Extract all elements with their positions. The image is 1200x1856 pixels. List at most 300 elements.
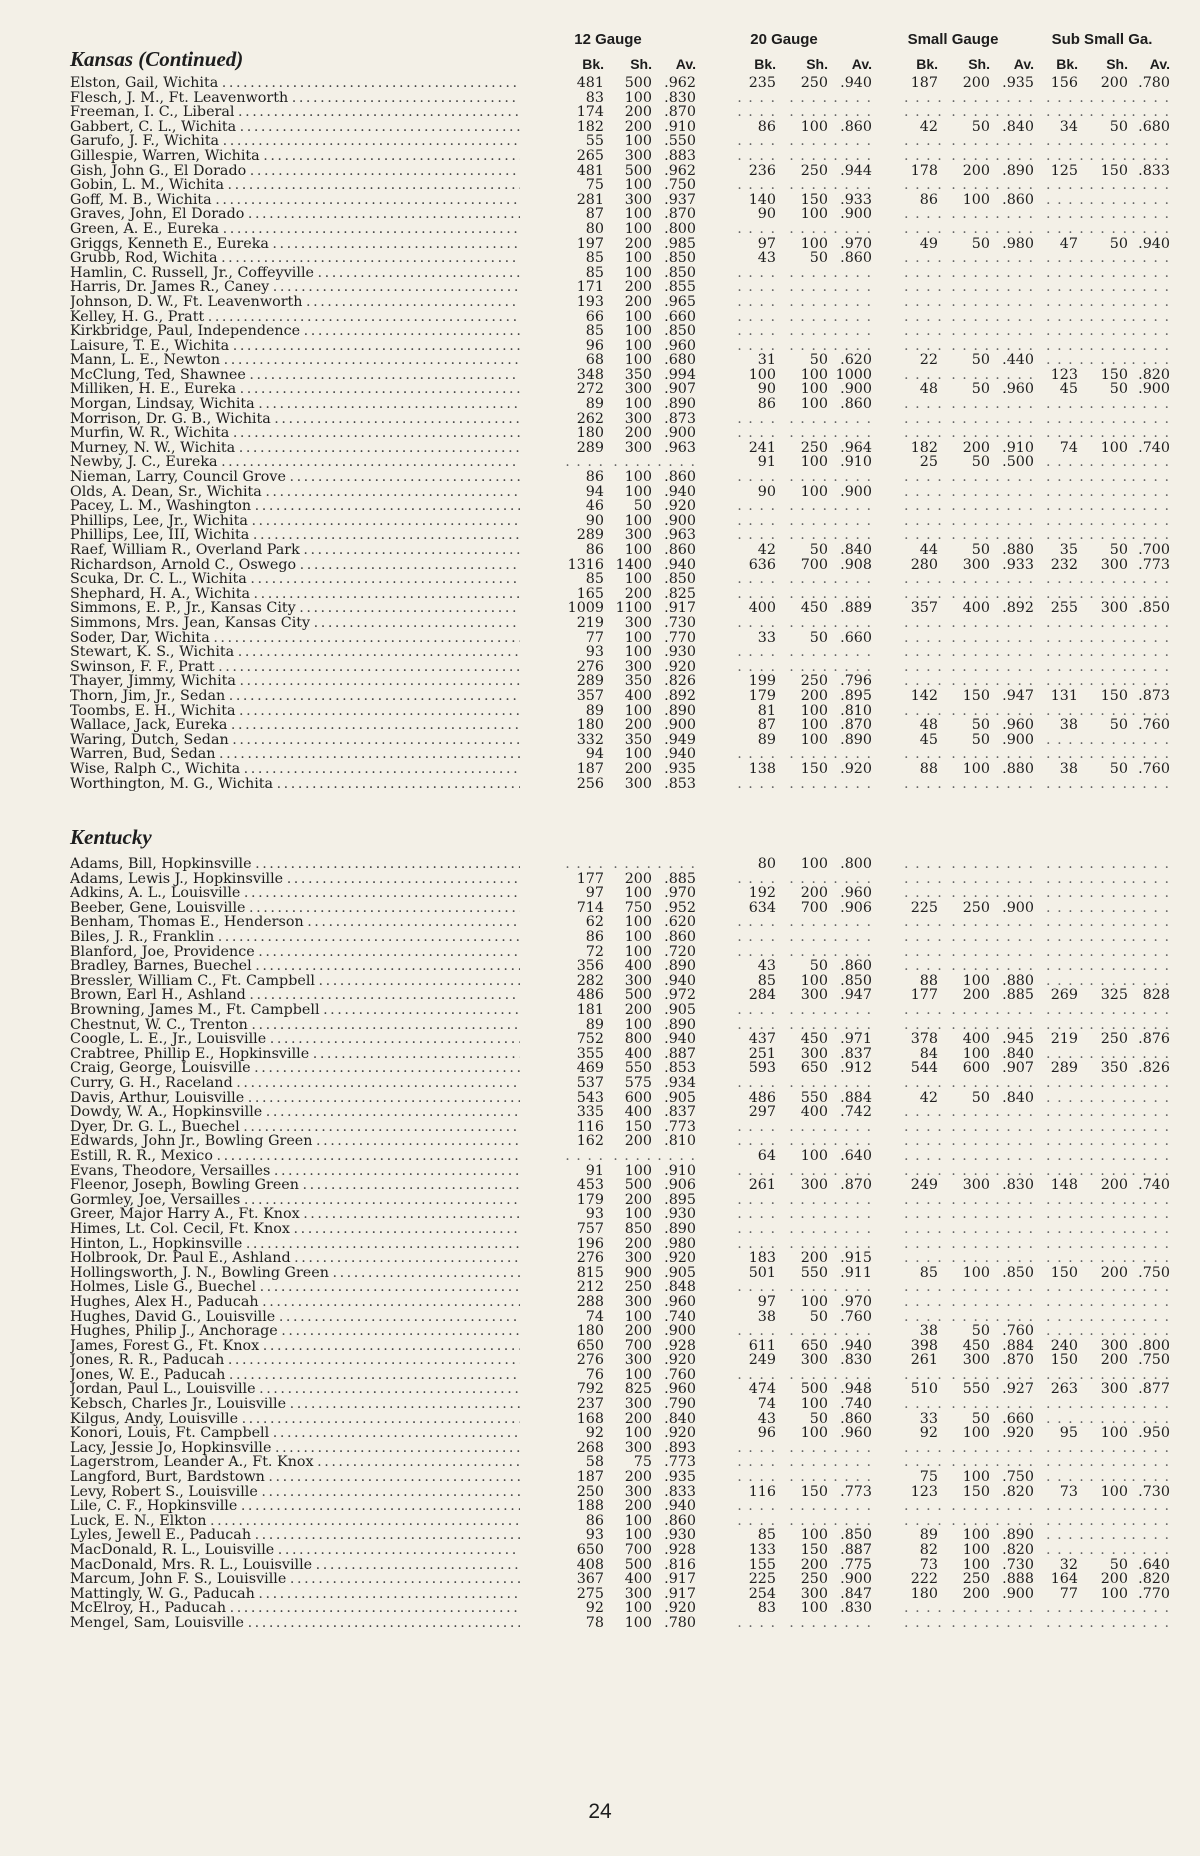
- empty-cell: . . . .: [904, 644, 943, 661]
- empty-cell: . . . .: [995, 1279, 1034, 1296]
- shot-cell: 100: [624, 308, 652, 325]
- average-cell: .833: [1138, 162, 1170, 179]
- average-cell: .964: [840, 439, 872, 456]
- shot-cell: 100: [624, 250, 652, 267]
- empty-cell: . . . .: [1046, 293, 1085, 310]
- empty-cell: . . . .: [833, 1002, 872, 1019]
- average-cell: .760: [840, 1308, 872, 1325]
- shot-cell: 300: [624, 1250, 652, 1267]
- table-row: [70, 266, 1170, 281]
- table-row: [70, 1368, 1170, 1383]
- average-cell: .900: [1002, 899, 1034, 916]
- shooter-name: McClung, Ted, Shawnee . . .: [70, 368, 520, 383]
- empty-cell: . . . .: [1131, 323, 1170, 340]
- empty-cell: . . . .: [737, 1512, 776, 1529]
- empty-cell: . . . .: [995, 1512, 1034, 1529]
- empty-cell: . . . .: [951, 943, 990, 960]
- empty-cell: . . . .: [1089, 972, 1128, 989]
- average-cell: .928: [664, 1337, 696, 1354]
- shot-cell: 100: [962, 1045, 990, 1062]
- average-cell: .900: [1002, 1585, 1034, 1602]
- empty-cell: . . . .: [904, 775, 943, 792]
- broken-cell: 179: [576, 1191, 604, 1208]
- empty-cell: . . . .: [904, 1250, 943, 1267]
- shooter-name: Gillespie, Warren, Wichita . . .: [70, 149, 520, 164]
- shot-cell: 100: [800, 396, 828, 413]
- empty-cell: . . . .: [1046, 483, 1085, 500]
- average-cell: .870: [840, 1177, 872, 1194]
- average-cell: .870: [1002, 1352, 1034, 1369]
- broken-cell: 182: [910, 439, 938, 456]
- empty-cell: . . . .: [1046, 352, 1085, 369]
- empty-cell: . . . .: [951, 512, 990, 529]
- empty-cell: . . . .: [1089, 498, 1128, 515]
- empty-cell: . . . .: [1046, 972, 1085, 989]
- average-cell: .906: [664, 1177, 696, 1194]
- broken-cell: 182: [576, 118, 604, 135]
- empty-cell: . . . .: [1046, 775, 1085, 792]
- empty-cell: . . . .: [1046, 1162, 1085, 1179]
- table-row: [70, 207, 1170, 222]
- empty-cell: . . . .: [1089, 133, 1128, 150]
- empty-cell: . . . .: [833, 1075, 872, 1091]
- broken-cell: 262: [576, 410, 604, 427]
- empty-cell: . . . .: [951, 498, 990, 515]
- average-cell: .949: [664, 731, 696, 748]
- empty-cell: . . . .: [737, 293, 776, 310]
- average-cell: .947: [840, 987, 872, 1004]
- average-cell: .800: [664, 220, 696, 237]
- average-cell: .933: [840, 191, 872, 208]
- shot-cell: 100: [800, 731, 828, 748]
- empty-cell: . . . .: [737, 177, 776, 194]
- average-cell: .660: [1002, 1410, 1034, 1427]
- empty-cell: . . . .: [1131, 1075, 1170, 1091]
- broken-cell: 197: [576, 235, 604, 252]
- empty-cell: . . . .: [1089, 220, 1128, 237]
- empty-cell: . . . .: [1089, 1089, 1128, 1106]
- empty-cell: . . . .: [1131, 498, 1170, 515]
- table-row: [70, 1412, 1170, 1427]
- empty-cell: . . . .: [995, 366, 1034, 383]
- empty-cell: . . . .: [1089, 293, 1128, 310]
- table-row: [70, 1601, 1170, 1616]
- average-cell: .660: [840, 629, 872, 646]
- shot-cell: 200: [962, 439, 990, 456]
- empty-cell: . . . .: [1131, 1527, 1170, 1544]
- shooter-name: James, Forest G., Ft. Knox . . .: [70, 1339, 520, 1354]
- empty-cell: . . . .: [1046, 1439, 1085, 1456]
- table-row: [70, 280, 1170, 295]
- empty-cell: . . . .: [904, 629, 943, 646]
- table-row: [70, 1310, 1170, 1325]
- average-cell: .820: [1138, 366, 1170, 383]
- shooter-name: Olds, A. Dean, Sr., Wichita . . .: [70, 485, 520, 500]
- empty-cell: . . . .: [1046, 133, 1085, 150]
- empty-cell: . . . .: [1046, 1498, 1085, 1515]
- empty-cell: . . . .: [951, 1512, 990, 1529]
- empty-cell: . . . .: [1089, 1614, 1128, 1631]
- shot-cell: 300: [962, 1177, 990, 1194]
- broken-cell: 481: [576, 75, 604, 91]
- shot-cell: 100: [624, 1527, 652, 1544]
- empty-cell: . . . .: [1131, 1600, 1170, 1617]
- shooter-name: Hughes, Philip J., Anchorage . . .: [70, 1324, 520, 1339]
- broken-cell: 367: [576, 1571, 604, 1588]
- empty-cell: . . . .: [613, 1147, 652, 1164]
- average-cell: .885: [664, 870, 696, 887]
- shot-cell: 100: [624, 1366, 652, 1383]
- empty-cell: . . . .: [995, 396, 1034, 413]
- empty-cell: . . . .: [995, 1002, 1034, 1019]
- empty-cell: . . . .: [1089, 644, 1128, 661]
- page-number: 24: [588, 1800, 612, 1823]
- empty-cell: . . . .: [833, 1454, 872, 1471]
- average-cell: .850: [664, 250, 696, 267]
- broken-cell: 87: [585, 206, 604, 223]
- broken-cell: 187: [910, 75, 938, 91]
- empty-cell: . . . .: [1131, 410, 1170, 427]
- shot-cell: 200: [962, 75, 990, 91]
- empty-cell: . . . .: [1046, 1542, 1085, 1558]
- average-cell: .972: [664, 987, 696, 1004]
- table-row: [70, 1295, 1170, 1310]
- table-row: [70, 1572, 1170, 1587]
- broken-cell: 181: [576, 1002, 604, 1019]
- average-cell: .750: [1138, 1352, 1170, 1369]
- broken-cell: 165: [576, 585, 604, 602]
- shot-cell: 700: [800, 899, 828, 916]
- empty-cell: . . . .: [1089, 914, 1128, 931]
- table-row: [70, 645, 1170, 660]
- empty-cell: . . . .: [951, 1250, 990, 1267]
- empty-cell: . . . .: [904, 89, 943, 106]
- empty-cell: . . . .: [1089, 614, 1128, 631]
- broken-cell: 93: [585, 644, 604, 661]
- broken-cell: 180: [910, 1585, 938, 1602]
- broken-cell: 33: [919, 1410, 938, 1427]
- average-cell: .917: [664, 1571, 696, 1588]
- shooter-name: Richardson, Arnold C., Oswego . . .: [70, 558, 520, 573]
- shooter-name: Coogle, L. E., Jr., Louisville . . .: [70, 1032, 520, 1047]
- empty-cell: . . . .: [951, 264, 990, 281]
- empty-cell: . . . .: [995, 1614, 1034, 1631]
- broken-cell: 180: [576, 1323, 604, 1340]
- table-row: [70, 1164, 1170, 1179]
- broken-cell: 123: [910, 1483, 938, 1500]
- shot-cell: 300: [624, 381, 652, 398]
- empty-cell: . . . .: [1046, 746, 1085, 763]
- empty-cell: . . . .: [995, 1147, 1034, 1164]
- shot-cell: 300: [624, 1585, 652, 1602]
- shot-cell: 300: [800, 987, 828, 1004]
- empty-cell: . . . .: [995, 293, 1034, 310]
- broken-cell: 43: [757, 1410, 776, 1427]
- broken-cell: 68: [585, 352, 604, 369]
- shot-cell: 50: [971, 717, 990, 734]
- empty-cell: . . . .: [833, 1235, 872, 1252]
- empty-cell: . . . .: [1089, 264, 1128, 281]
- empty-cell: . . . .: [789, 1118, 828, 1135]
- empty-cell: . . . .: [1046, 1250, 1085, 1267]
- empty-cell: . . . .: [1089, 104, 1128, 121]
- shot-cell: 300: [1100, 556, 1128, 573]
- empty-cell: . . . .: [789, 1075, 828, 1091]
- empty-cell: . . . .: [737, 512, 776, 529]
- empty-cell: . . . .: [1089, 1104, 1128, 1121]
- broken-cell: 481: [576, 162, 604, 179]
- empty-cell: . . . .: [737, 264, 776, 281]
- empty-cell: . . . .: [995, 1600, 1034, 1617]
- empty-cell: . . . .: [995, 337, 1034, 354]
- broken-cell: 357: [576, 687, 604, 704]
- broken-cell: 81: [757, 702, 776, 719]
- empty-cell: . . . .: [1046, 410, 1085, 427]
- shot-cell: 700: [800, 556, 828, 573]
- empty-cell: . . . .: [1089, 147, 1128, 164]
- shooter-name: Mengel, Sam, Louisville . . .: [70, 1616, 520, 1631]
- empty-cell: . . . .: [904, 1133, 943, 1150]
- table-row: [70, 616, 1170, 631]
- broken-cell: 38: [1059, 717, 1078, 734]
- broken-cell: 89: [757, 731, 776, 748]
- table-row: [70, 105, 1170, 120]
- average-cell: .850: [840, 1527, 872, 1544]
- average-cell: .905: [664, 1089, 696, 1106]
- average-cell: .830: [664, 89, 696, 106]
- shot-cell: 400: [624, 1571, 652, 1588]
- broken-cell: 183: [748, 1250, 776, 1267]
- average-cell: .850: [840, 972, 872, 989]
- average-cell: .840: [840, 542, 872, 558]
- shooter-name: Lagerstrom, Leander A., Ft. Knox . . .: [70, 1455, 520, 1470]
- broken-cell: 47: [1059, 235, 1078, 252]
- shot-cell: 300: [624, 527, 652, 544]
- average-cell: .830: [1002, 1177, 1034, 1194]
- shot-cell: 100: [800, 1293, 828, 1310]
- broken-cell: 225: [910, 899, 938, 916]
- shot-cell: 150: [1100, 162, 1128, 179]
- empty-cell: . . . .: [995, 1118, 1034, 1135]
- empty-cell: . . . .: [1089, 1293, 1128, 1310]
- empty-cell: . . . .: [1131, 585, 1170, 602]
- broken-cell: 45: [919, 731, 938, 748]
- broken-cell: 249: [748, 1352, 776, 1369]
- average-cell: .970: [840, 235, 872, 252]
- shot-cell: 250: [962, 1571, 990, 1588]
- empty-cell: . . . .: [789, 1162, 828, 1179]
- average-cell: .740: [664, 1308, 696, 1325]
- shooter-name: Benham, Thomas E., Henderson . . .: [70, 915, 520, 930]
- table-row: [70, 76, 1170, 91]
- shot-cell: 100: [624, 929, 652, 946]
- empty-cell: . . . .: [737, 425, 776, 442]
- empty-cell: . . . .: [789, 614, 828, 631]
- average-cell: .730: [664, 614, 696, 631]
- empty-cell: . . . .: [1089, 629, 1128, 646]
- broken-cell: 89: [585, 396, 604, 413]
- broken-cell: 752: [576, 1031, 604, 1048]
- empty-cell: . . . .: [995, 929, 1034, 946]
- empty-cell: . . . .: [833, 89, 872, 106]
- empty-cell: . . . .: [1089, 870, 1128, 887]
- shooter-name: Langford, Burt, Bardstown . . .: [70, 1470, 520, 1485]
- shot-cell: 150: [624, 1118, 652, 1135]
- empty-cell: . . . .: [904, 1162, 943, 1179]
- broken-cell: 155: [748, 1556, 776, 1573]
- average-cell: .750: [664, 177, 696, 194]
- broken-cell: 241: [748, 439, 776, 456]
- shooter-name: Jordan, Paul L., Louisville . . .: [70, 1382, 520, 1397]
- table-row: [70, 1587, 1170, 1602]
- table-row: [70, 1018, 1170, 1033]
- empty-cell: . . . .: [1089, 1045, 1128, 1062]
- empty-cell: . . . .: [1089, 775, 1128, 792]
- table-row: [70, 1003, 1170, 1018]
- shot-cell: 300: [624, 1439, 652, 1456]
- average-cell: .780: [1138, 75, 1170, 91]
- average-cell: .820: [1002, 1542, 1034, 1558]
- empty-cell: . . . .: [1131, 1162, 1170, 1179]
- shot-cell: 1400: [615, 556, 652, 573]
- average-cell: .910: [664, 1162, 696, 1179]
- shot-cell: 200: [1100, 1571, 1128, 1588]
- shot-cell: 50: [809, 958, 828, 975]
- average-cell: .880: [1002, 972, 1034, 989]
- empty-cell: . . . .: [995, 1293, 1034, 1310]
- empty-cell: . . . .: [737, 1366, 776, 1383]
- shooter-name: MacDonald, R. L., Louisville . . .: [70, 1543, 520, 1558]
- table-row: [70, 1237, 1170, 1252]
- empty-cell: . . . .: [995, 914, 1034, 931]
- shot-cell: 100: [624, 1614, 652, 1631]
- empty-cell: . . . .: [995, 1439, 1034, 1456]
- empty-cell: . . . .: [1131, 469, 1170, 486]
- average-cell: .760: [664, 1366, 696, 1383]
- empty-cell: . . . .: [737, 1454, 776, 1471]
- shot-cell: 100: [800, 206, 828, 223]
- average-cell: .888: [1002, 1571, 1034, 1588]
- broken-cell: 138: [748, 760, 776, 777]
- average-cell: .920: [840, 760, 872, 777]
- average-cell: .825: [664, 585, 696, 602]
- average-cell: .940: [664, 972, 696, 989]
- shot-cell: 300: [624, 1396, 652, 1413]
- average-cell: .860: [840, 1410, 872, 1427]
- shooter-name: Dowdy, W. A., Hopkinsville . . .: [70, 1105, 520, 1120]
- average-cell: .830: [840, 1352, 872, 1369]
- shot-cell: 50: [971, 1323, 990, 1340]
- empty-cell: . . . .: [1046, 250, 1085, 267]
- empty-cell: . . . .: [1131, 1133, 1170, 1150]
- average-cell: .860: [664, 542, 696, 558]
- empty-cell: . . . .: [1131, 1542, 1170, 1558]
- empty-cell: . . . .: [833, 104, 872, 121]
- broken-cell: 148: [1050, 1177, 1078, 1194]
- shooter-name: Brown, Earl H., Ashland . . .: [70, 988, 520, 1003]
- average-cell: .900: [840, 381, 872, 398]
- shot-cell: 50: [1109, 760, 1128, 777]
- average-cell: .917: [664, 600, 696, 617]
- empty-cell: . . . .: [904, 366, 943, 383]
- shooter-name: Warren, Bud, Sedan . . .: [70, 747, 520, 762]
- average-cell: .870: [664, 104, 696, 121]
- empty-cell: . . . .: [1089, 250, 1128, 267]
- broken-cell: 437: [748, 1031, 776, 1048]
- average-cell: .905: [664, 1264, 696, 1281]
- average-cell: .877: [1138, 1381, 1170, 1398]
- shot-cell: 100: [624, 1206, 652, 1223]
- shooter-name: Crabtree, Phillip E., Hopkinsville . . .: [70, 1047, 520, 1062]
- table-row: [70, 1441, 1170, 1456]
- shooter-name: Himes, Lt. Col. Cecil, Ft. Knox . . .: [70, 1222, 520, 1237]
- shooter-name: Wallace, Jack, Eureka . . .: [70, 718, 520, 733]
- empty-cell: . . . .: [1046, 585, 1085, 602]
- shot-cell: 100: [624, 512, 652, 529]
- empty-cell: . . . .: [833, 1439, 872, 1456]
- empty-cell: . . . .: [951, 308, 990, 325]
- shooter-name: Thayer, Jimmy, Wichita . . .: [70, 674, 520, 689]
- shot-cell: 200: [962, 162, 990, 179]
- average-cell: .850: [664, 571, 696, 588]
- average-cell: .935: [1002, 75, 1034, 91]
- empty-cell: . . . .: [789, 147, 828, 164]
- empty-cell: . . . .: [1131, 870, 1170, 887]
- empty-cell: . . . .: [995, 89, 1034, 106]
- empty-cell: . . . .: [904, 498, 943, 515]
- broken-cell: 357: [910, 600, 938, 617]
- average-cell: .860: [664, 929, 696, 946]
- table-row: [70, 120, 1170, 135]
- column-header-row: [70, 48, 1170, 72]
- shot-cell: 100: [962, 191, 990, 208]
- shooter-name: Kebsch, Charles Jr., Louisville . . .: [70, 1397, 520, 1412]
- empty-cell: . . . .: [1089, 899, 1128, 916]
- broken-cell: 486: [576, 987, 604, 1004]
- empty-cell: . . . .: [904, 264, 943, 281]
- shot-cell: 200: [624, 118, 652, 135]
- empty-cell: . . . .: [1046, 220, 1085, 237]
- table-row: [70, 1266, 1170, 1281]
- broken-cell: 171: [576, 279, 604, 296]
- broken-cell: 297: [748, 1104, 776, 1121]
- empty-cell: . . . .: [995, 958, 1034, 975]
- shot-cell: 100: [1100, 439, 1128, 456]
- empty-cell: . . . .: [833, 658, 872, 675]
- average-cell: .885: [1002, 987, 1034, 1004]
- broken-cell: 276: [576, 1250, 604, 1267]
- table-row: [70, 470, 1170, 485]
- average-cell: .500: [1002, 454, 1034, 471]
- average-cell: .892: [1002, 600, 1034, 617]
- empty-cell: . . . .: [1131, 454, 1170, 471]
- shot-cell: 100: [624, 1016, 652, 1033]
- empty-cell: . . . .: [995, 1235, 1034, 1252]
- shooter-name: Adams, Bill, Hopkinsville . . .: [70, 857, 520, 872]
- average-cell: .860: [664, 1512, 696, 1529]
- empty-cell: . . . .: [1089, 1016, 1128, 1033]
- table-row: [70, 747, 1170, 762]
- table-row: [70, 324, 1170, 339]
- empty-cell: . . . .: [833, 410, 872, 427]
- empty-cell: . . . .: [904, 1454, 943, 1471]
- table-row: [70, 762, 1170, 777]
- empty-cell: . . . .: [995, 644, 1034, 661]
- broken-cell: 650: [576, 1542, 604, 1558]
- shooter-name: Estill, R. R., Mexico . . .: [70, 1149, 520, 1164]
- empty-cell: . . . .: [1046, 571, 1085, 588]
- empty-cell: . . . .: [951, 366, 990, 383]
